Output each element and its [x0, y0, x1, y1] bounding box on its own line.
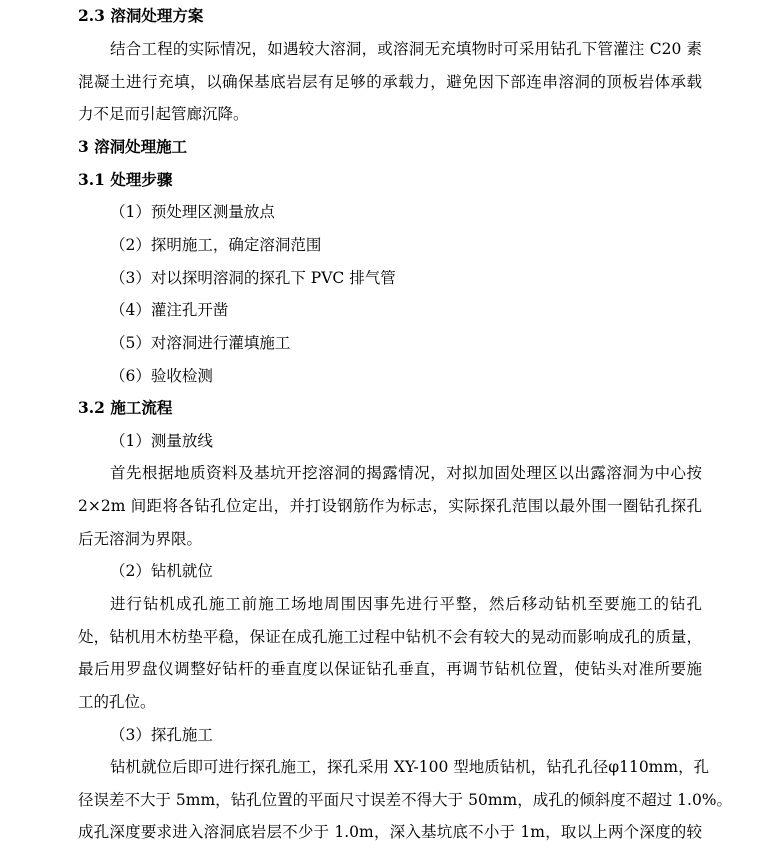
- section-3-2-heading: 3.2 施工流程: [78, 398, 173, 417]
- subsection-1-line-3: 后无溶洞为界限。: [78, 530, 203, 548]
- section-2-3-heading: 2.3 溶洞处理方案: [78, 6, 204, 25]
- subsection-2-line-2: 处，钻机用木枋垫平稳，保证在成孔施工过程中钻机不会有较大的晃动而影响成孔的质量，: [78, 628, 702, 646]
- section-2-3-para-line-1: 结合工程的实际情况，如遇较大溶洞，或溶洞无充填物时可采用钻孔下管灌注 C20 素: [110, 40, 702, 58]
- section-2-3-para-line-2: 混凝土进行充填，以确保基底岩层有足够的承载力，避免因下部连串溶洞的顶板岩体承载: [78, 73, 702, 91]
- step-item-1: （1）预处理区测量放点: [110, 203, 275, 221]
- step-item-3: （3）对以探明溶洞的探孔下 PVC 排气管: [110, 269, 396, 287]
- step-item-6: （6）验收检测: [110, 367, 213, 385]
- subsection-2-title: （2）钻机就位: [110, 562, 213, 580]
- step-item-5: （5）对溶洞进行灌填施工: [110, 334, 291, 352]
- subsection-2-line-4: 工的孔位。: [78, 693, 156, 711]
- subsection-1-line-2: 2×2m 间距将各钻孔位定出，并打设钢筋作为标志，实际探孔范围以最外围一圈钻孔探孔: [78, 497, 702, 515]
- subsection-1-title: （1）测量放线: [110, 432, 213, 450]
- section-2-3-para-line-3: 力不足而引起管廊沉降。: [78, 105, 249, 123]
- subsection-3-title: （3）探孔施工: [110, 726, 213, 744]
- step-item-2: （2）探明施工，确定溶洞范围: [110, 236, 322, 254]
- section-3-heading: 3 溶洞处理施工: [78, 137, 188, 156]
- subsection-3-line-2: 径误差不大于 5mm，钻孔位置的平面尺寸误差不得大于 50mm，成孔的倾斜度不超过 1.0%。: [78, 791, 733, 809]
- subsection-2-line-1: 进行钻机成孔施工前施工场地周围因事先进行平整，然后移动钻机至要施工的钻孔: [110, 595, 702, 613]
- step-item-4: （4）灌注孔开凿: [110, 301, 229, 319]
- subsection-3-line-3: 成孔深度要求进入溶洞底岩层不少于 1.0m，深入基坑底不小于 1m，取以上两个深度的较: [78, 823, 702, 841]
- section-3-1-heading: 3.1 处理步骤: [78, 170, 173, 189]
- subsection-3-line-1: 钻机就位后即可进行探孔施工，探孔采用 XY-100 型地质钻机，钻孔孔径φ110mm，孔: [110, 758, 710, 776]
- subsection-2-line-3: 最后用罗盘仪调整好钻杆的垂直度以保证钻孔垂直，再调节钻机位置，使钻头对准所要施: [78, 660, 702, 678]
- subsection-1-line-1: 首先根据地质资料及基坑开挖溶洞的揭露情况，对拟加固处理区以出露溶洞为中心按: [110, 464, 702, 482]
